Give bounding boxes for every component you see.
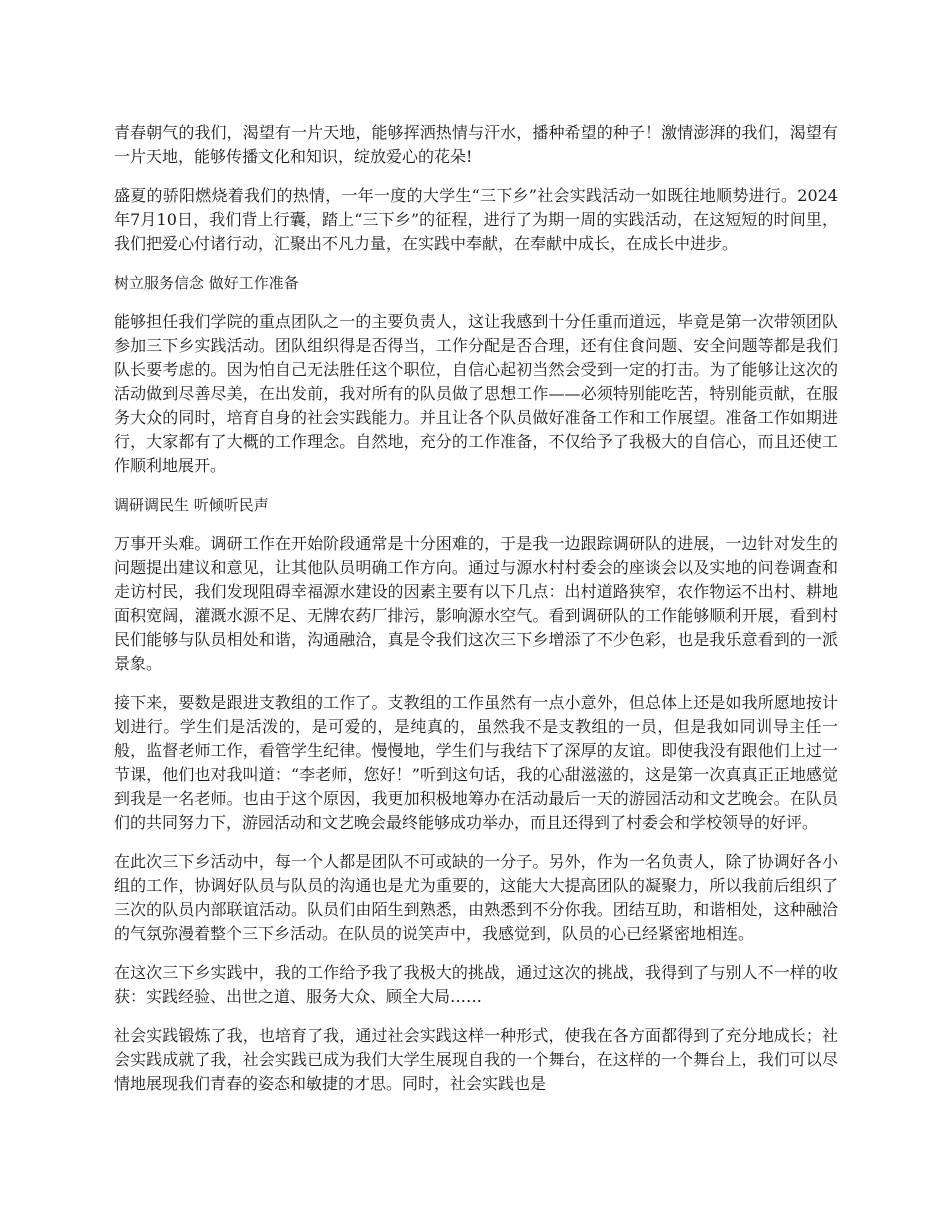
document-body bbox=[114, 121, 838, 1111]
paragraph-teaching: 接下来，要数是跟进支教组的工作了。支教组的工作虽然有一点小意外，但总体上还是如我所愿地按计划进行。学生们是活泼的，是可爱的，是纯真的，虽然我不是支教组的一员，但是我如同训导主任一般，监督老师工作，看管学生纪律。慢慢地，学生们与我结下了深厚的友谊。即使我没有跟他们上过一节课，他们也对我叫道：“李老师，您好！”听到这句话，我的心甜滋滋的，这是第一次真真正正地感觉到我是一名老师。也由于这个原因，我更加积极地筹办在活动最后一天的游园活动和文艺晚会。在队员们的共同努力下，游园活动和文艺晚会最终能够成功举办，而且还得到了村委会和学校领导的好评。 bbox=[114, 693, 838, 832]
paragraph-team: 在此次三下乡活动中，每一个人都是团队不可或缺的一分子。另外，作为一名负责人，除了协调好各小组的工作，协调好队员与队员的沟通也是尤为重要的，这能大大提高团队的凝聚力，所以我前后组织了三次的队员内部联谊活动。队员们由陌生到熟悉，由熟悉到不分你我。团结互助，和谐相处，这种融洽的气氛弥漫着整个三下乡活动。在队员的说笑声中，我感觉到，队员的心已经紧密地相连。 bbox=[114, 852, 838, 943]
section-heading-research: 调研调民生 听倾听民声 bbox=[114, 496, 269, 514]
paragraph-conclusion: 社会实践锻炼了我，也培育了我，通过社会实践这样一种形式，使我在各方面都得到了充分地成长；社会实践成就了我，社会实践已成为我们大学生展现自我的一个舞台，在这样的一个舞台上，我们可以尽情地展现我们青春的姿态和敏捷的才思。同时，社会实践也是 bbox=[114, 1026, 838, 1093]
paragraph-research: 万事开头难。调研工作在开始阶段通常是十分困难的，于是我一边跟踪调研队的进展，一边针对发生的问题提出建议和意见，让其他队员明确工作方向。通过与源水村村委会的座谈会以及实地的问卷调查和走访村民，我们发现阻碍幸福源水建设的因素主要有以下几点：出村道路狭窄，农作物运不出村、耕地面积宽阔，灌溉水源不足、无牌农药厂排污，影响源水空气。看到调研队的工作能够顺利开展，看到村民们能够与队员相处和谐，沟通融洽，真是令我们这次三下乡增添了不少色彩，也是我乐意看到的一派景象。 bbox=[114, 534, 838, 673]
paragraph-intro: 青春朝气的我们，渴望有一片天地，能够挥洒热情与汗水，播种希望的种子！激情澎湃的我们，渴望有一片天地，能够传播文化和知识，绽放爱心的花朵! bbox=[114, 123, 838, 166]
paragraph-background: 盛夏的骄阳燃烧着我们的热情，一年一度的大学生“三下乡”社会实践活动一如既往地顺势进行。2024年7月10日，我们背上行囊，踏上“三下乡”的征程，进行了为期一周的实践活动，在这短短的时间里，我们把爱心付诸行动，汇聚出不凡力量，在实践中奉献，在奉献中成长，在成长中进步。 bbox=[114, 186, 838, 253]
section-heading-preparation: 树立服务信念 做好工作准备 bbox=[114, 274, 299, 292]
paragraph-gains: 在这次三下乡实践中，我的工作给予我了我极大的挑战，通过这次的挑战，我得到了与别人不一样的收获：实践经验、出世之道、服务大众、顾全大局…… bbox=[114, 963, 838, 1006]
paragraph-preparation: 能够担任我们学院的重点团队之一的主要负责人，这让我感到十分任重而道远，毕竟是第一次带领团队参加三下乡实践活动。团队组织得是否得当，工作分配是否合理，还有住食问题、安全问题等都是我们队长要考虑的。因为怕自己无法胜任这个职位，自信心起初当然会受到一定的打击。为了能够让这次的活动做到尽善尽美，在出发前，我对所有的队员做了思想工作——必须特别能吃苦，特别能贡献，在服务大众的同时，培育自身的社会实践能力。并且让各个队员做好准备工作和工作展望。准备工作如期进行，大家都有了大概的工作理念。自然地，充分的工作准备，不仅给予了我极大的自信心，而且还使工作顺利地展开。 bbox=[114, 312, 838, 475]
